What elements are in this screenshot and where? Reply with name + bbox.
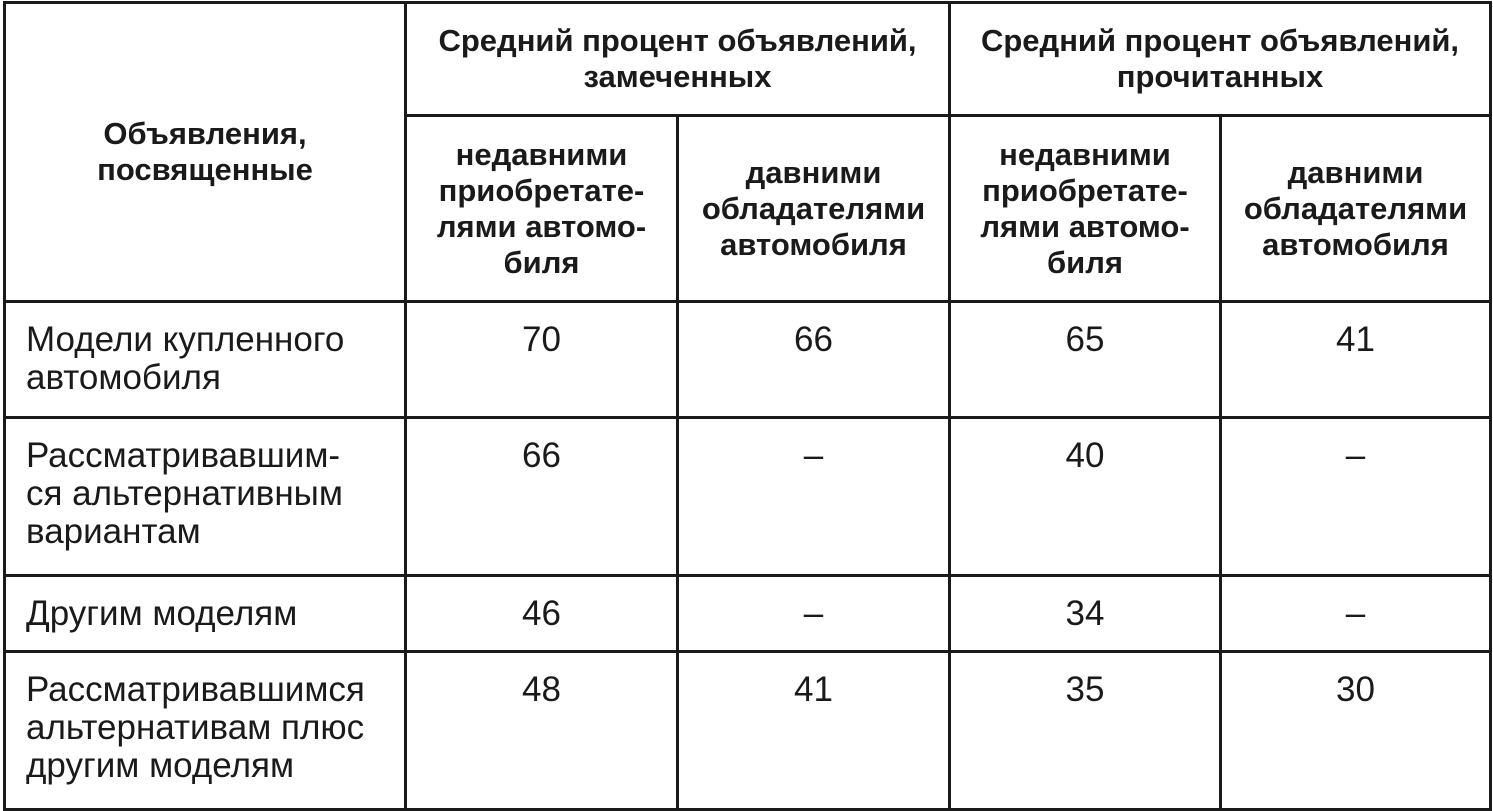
header-line: биля	[1047, 244, 1123, 280]
row-label-line: другим моделям	[26, 746, 295, 785]
row-label	[5, 302, 406, 418]
cell-read-recent: 40	[950, 418, 1221, 576]
cell-noticed-longtime: –	[678, 576, 950, 652]
header-line: недавними	[455, 136, 628, 172]
cell-read-longtime: –	[1221, 576, 1491, 652]
row-label	[5, 652, 406, 810]
row-label-line: альтернативам плюс	[26, 708, 365, 747]
header-line: давними	[745, 154, 882, 190]
subheader-noticed-longtime	[678, 116, 950, 302]
cell-read-longtime: –	[1221, 418, 1491, 576]
group-header-noticed	[406, 3, 950, 116]
row-label-line: автомобиля	[26, 358, 221, 397]
header-line: автомобиля	[720, 226, 907, 262]
cell-read-longtime: 30	[1221, 652, 1491, 810]
cell-noticed-longtime: 41	[678, 652, 950, 810]
header-line: лями автомо-	[980, 208, 1190, 244]
row-label	[5, 576, 406, 652]
header-line: недавними	[999, 136, 1171, 172]
header-line: обладателями	[1243, 190, 1468, 226]
row-label-line: вариантам	[26, 512, 201, 551]
header-line: приобретате-	[438, 172, 645, 208]
header-line: прочитанных	[1116, 59, 1324, 94]
row-label-header	[5, 3, 406, 302]
header-line: давними	[1287, 154, 1424, 190]
cell-read-recent: 34	[950, 576, 1221, 652]
subheader-read-recent	[950, 116, 1221, 302]
header-line: замеченных	[583, 59, 772, 94]
header-line: приобретате-	[982, 172, 1188, 208]
header-line: посвященные	[97, 152, 313, 187]
cell-noticed-longtime: 66	[678, 302, 950, 418]
subheader-read-longtime	[1221, 116, 1491, 302]
cell-noticed-longtime: –	[678, 418, 950, 576]
cell-noticed-recent: 66	[406, 418, 678, 576]
row-label-line: ся альтернативным	[26, 474, 343, 513]
table-container	[3, 1, 1489, 808]
cell-noticed-recent: 48	[406, 652, 678, 810]
header-line: автомобиля	[1262, 226, 1449, 262]
row-label-line: Рассматривавшим-	[26, 436, 341, 475]
cell-read-recent: 35	[950, 652, 1221, 810]
group-header-read	[950, 3, 1491, 116]
header-line: Средний процент объявлений,	[980, 23, 1460, 58]
header-line: Средний процент объявлений,	[438, 23, 917, 58]
row-label-line: Другим моделям	[26, 594, 298, 633]
cell-read-recent: 65	[950, 302, 1221, 418]
table-row	[5, 418, 1491, 576]
ad-readership-table	[3, 1, 1492, 811]
row-label-line: Модели купленного	[26, 320, 345, 359]
subheader-noticed-recent	[406, 116, 678, 302]
cell-noticed-recent: 46	[406, 576, 678, 652]
table-row	[5, 576, 1491, 652]
table-row	[5, 302, 1491, 418]
header-line: лями автомо-	[436, 208, 647, 244]
header-line: Объявления,	[103, 116, 307, 151]
row-label-line: Рассматривавшимся	[26, 670, 365, 709]
row-label	[5, 418, 406, 576]
cell-read-longtime: 41	[1221, 302, 1491, 418]
table-row	[5, 652, 1491, 810]
header-line: биля	[503, 244, 580, 280]
cell-noticed-recent: 70	[406, 302, 678, 418]
header-line: обладателями	[701, 190, 926, 226]
